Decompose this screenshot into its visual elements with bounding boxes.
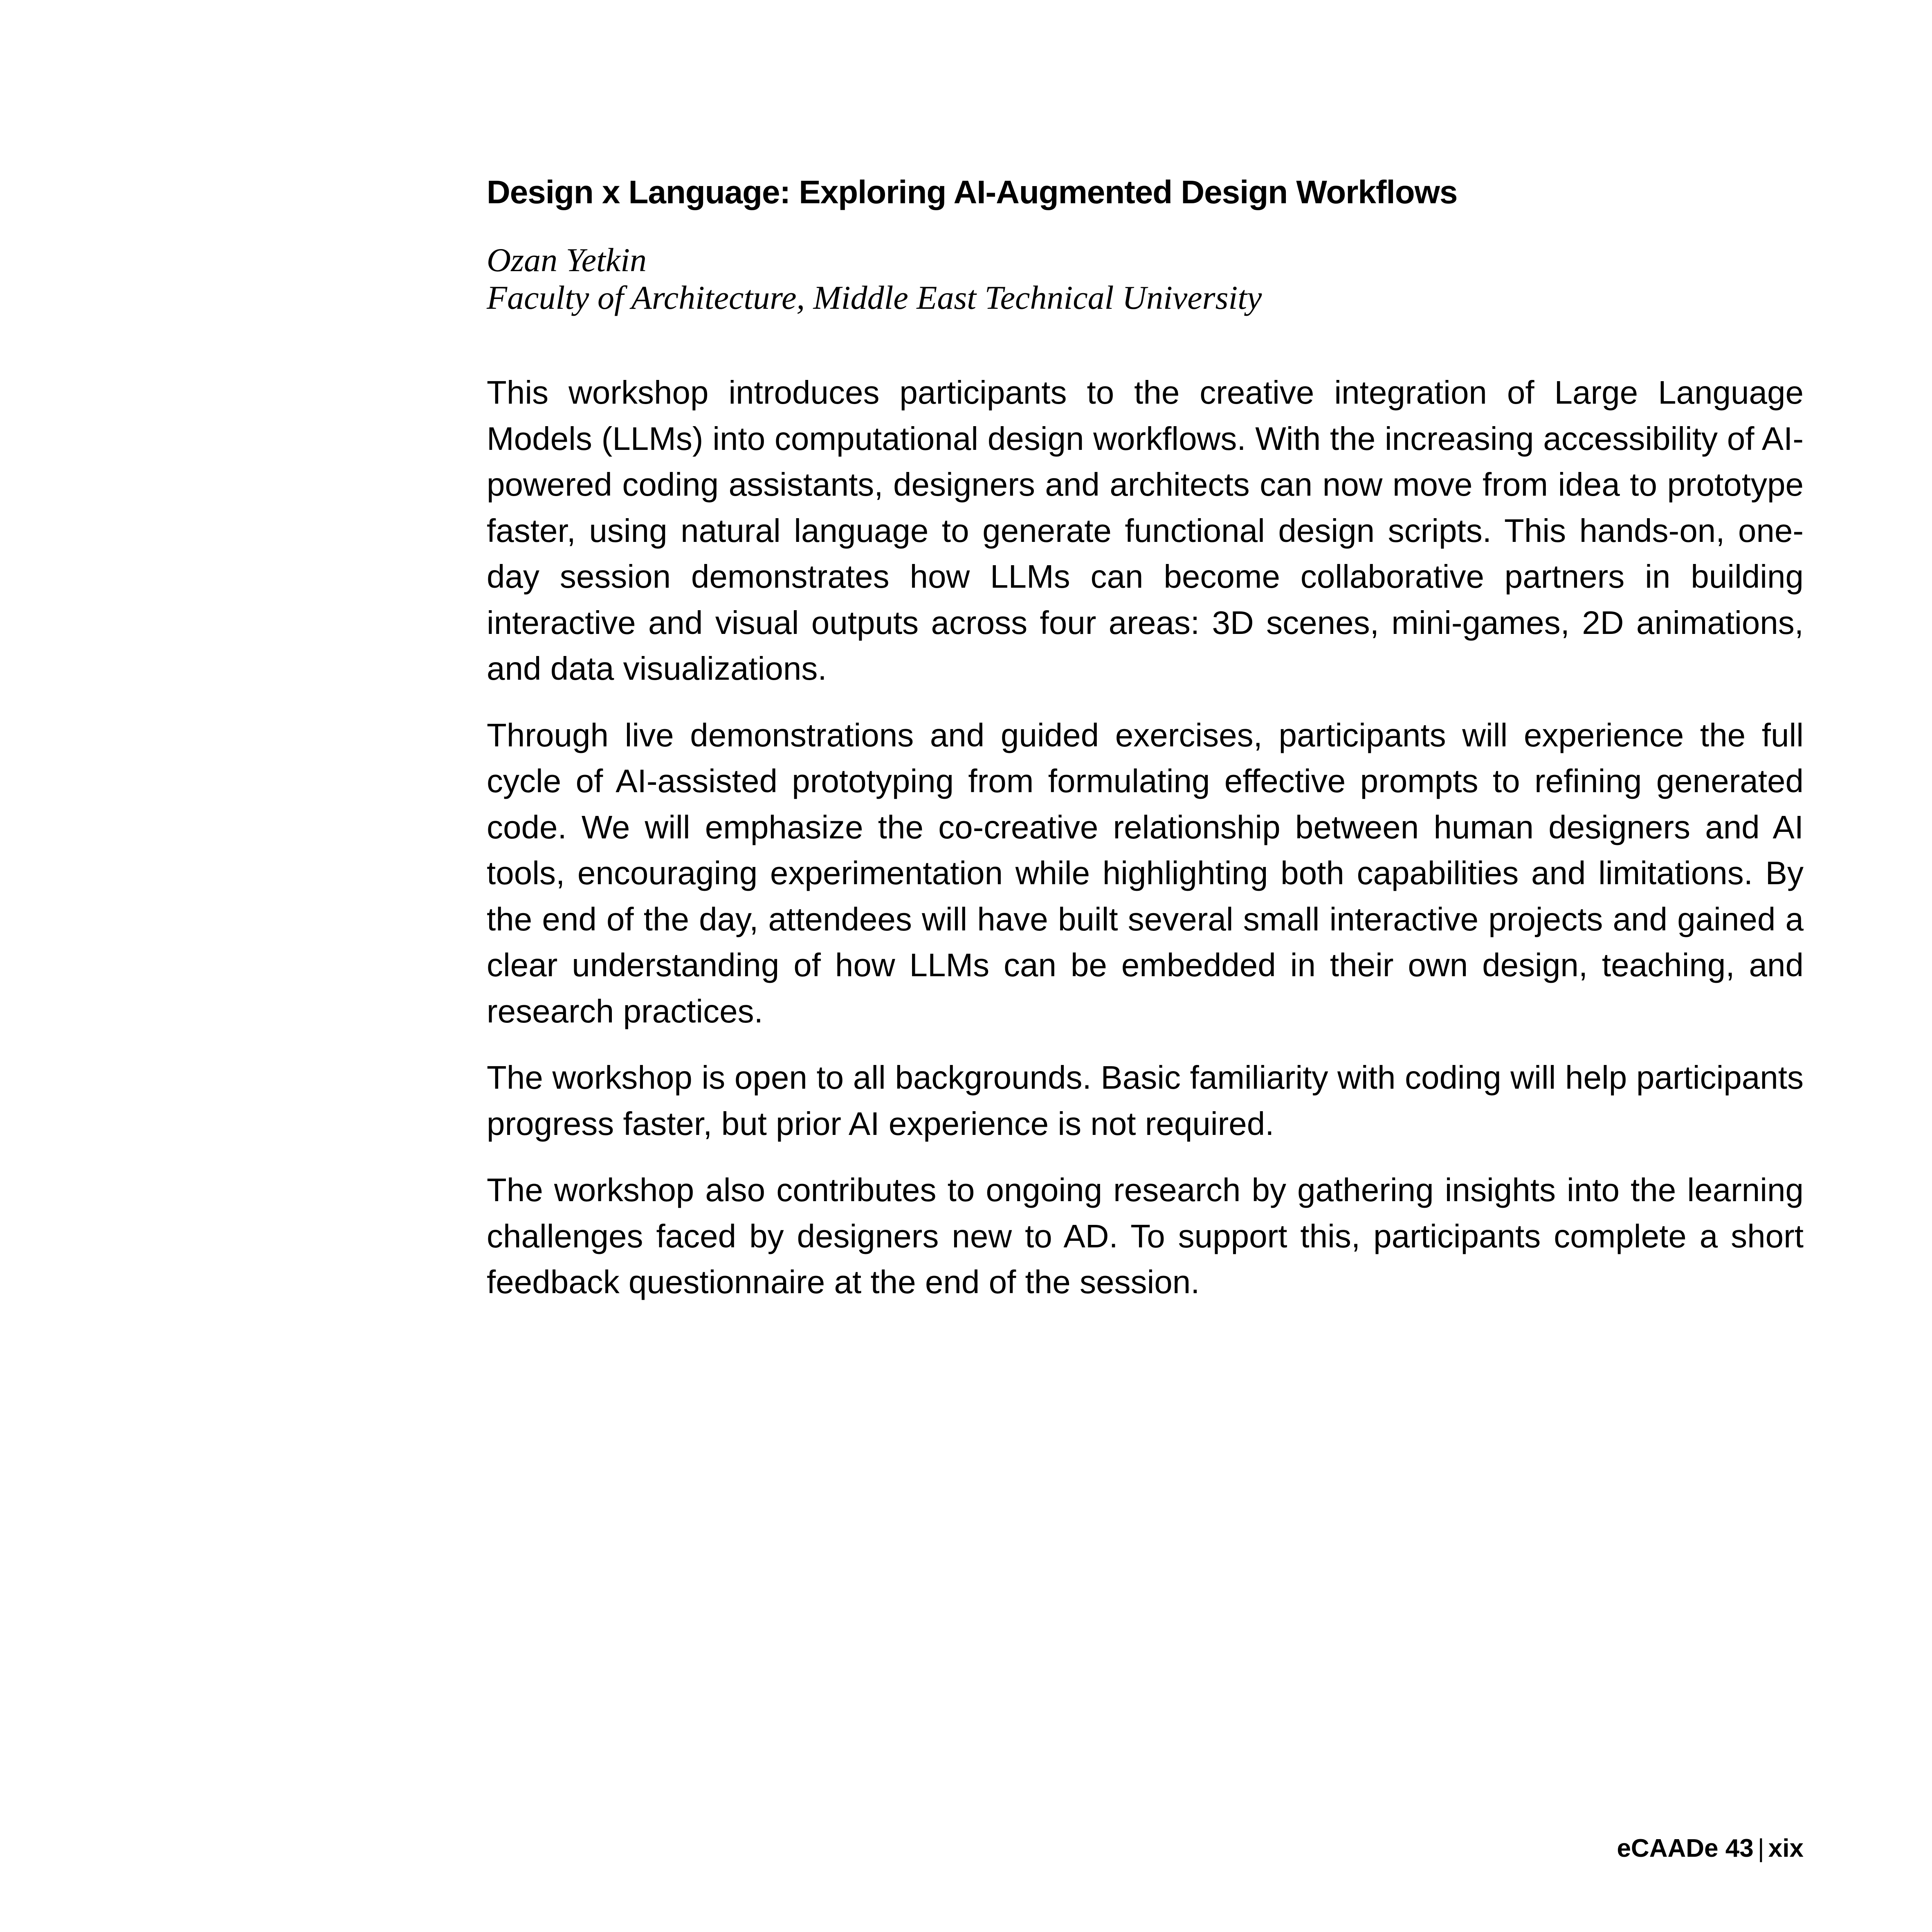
- article-title: Design x Language: Exploring AI-Augmented Design Workflows: [487, 174, 1458, 210]
- paragraph-4: The workshop also contributes to ongoing research by gathering insights into the learning challenges faced by designers new to AD. To support this, participants complete a short feedback questionnaire at the end of the session.: [487, 1172, 1804, 1300]
- article-body: [487, 370, 1804, 1305]
- page-footer: [1617, 1832, 1804, 1865]
- footer-page-number: xix: [1768, 1834, 1804, 1862]
- paragraph-3: The workshop is open to all backgrounds. Basic familiarity with coding will help participants progress faster, but prior AI experience is not required.: [487, 1059, 1804, 1142]
- footer-conference: eCAADe 43: [1617, 1834, 1754, 1862]
- author-name: Ozan Yetkin: [487, 241, 647, 279]
- footer-separator: |: [1757, 1834, 1764, 1862]
- author-affiliation: Faculty of Architecture, Middle East Technical University: [487, 279, 1262, 316]
- author-block: [487, 241, 1804, 317]
- paragraph-1: This workshop introduces participants to the creative integration of Large Language Models (LLMs) into computational design workflows. With the increasing accessibility of AI-powered coding assistants, designers and architects can now move from idea to prototype faster, using natural language to generate functional design scripts. This hands-on, one-day session demonstrates how LLMs can become collaborative partners in building interactive and visual outputs across four areas: 3D scenes, mini-games, 2D animations, and data visualizations.: [487, 374, 1804, 687]
- article-content: [487, 172, 1804, 1326]
- paragraph-2: Through live demonstrations and guided exercises, participants will experience the full cycle of AI-assisted prototyping from formulating effective prompts to refining generated code. We will emphasize the co-creative relationship between human designers and AI tools, encouraging experimentation while highlighting both capabilities and limitations. By the end of the day, attendees will have built several small interactive projects and gained a clear understanding of how LLMs can be embedded in their own design, teaching, and research practices.: [487, 717, 1804, 1029]
